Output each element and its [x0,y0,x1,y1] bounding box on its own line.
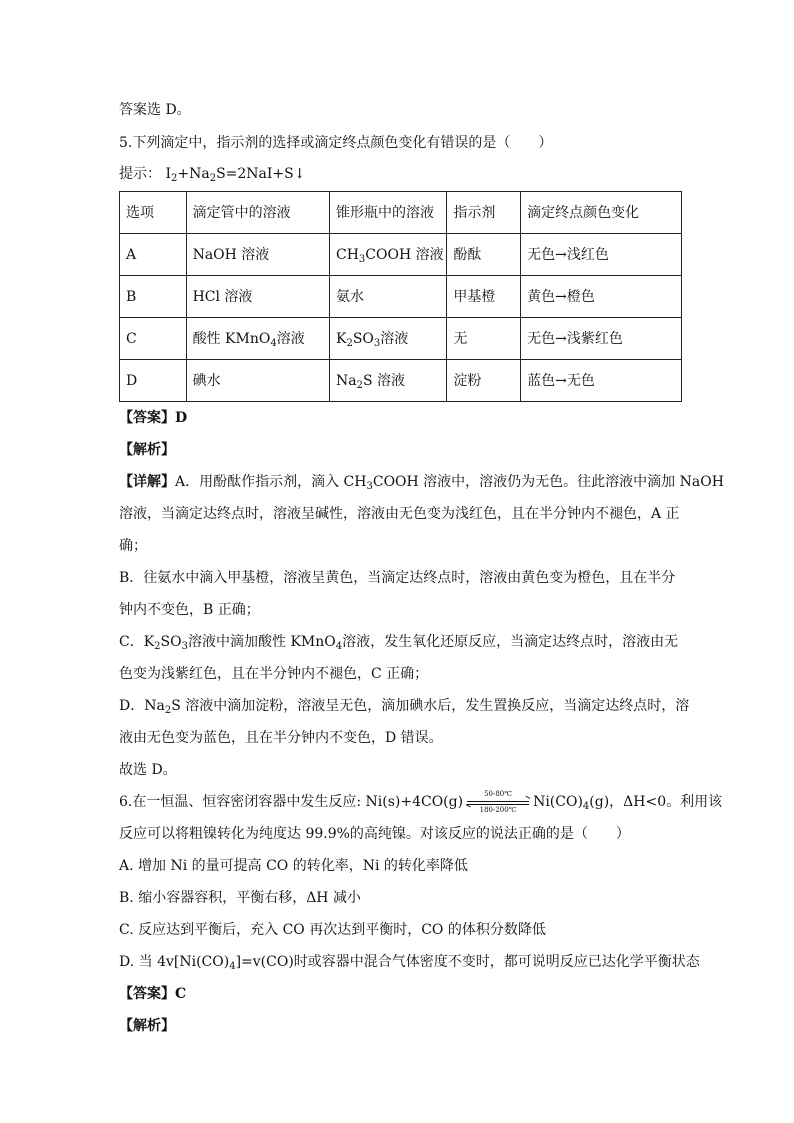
flask-cell: $K_2SO_3$溶液 [329,318,446,360]
flask-cell: 氨水 [329,276,446,318]
q6-option-c: C. 反应达到平衡后，充入 CO 再次达到平衡时，CO 的体积分数降低 [119,922,546,938]
option-cell: A [120,234,187,276]
q6-option-a: A. 增加 Ni 的量可提高 CO 的转化率，Ni 的转化率降低 [119,858,468,874]
color-change-cell: 蓝色→无色 [521,360,682,402]
table-row [120,318,682,360]
header-cell: 滴定终点颜色变化 [521,192,682,234]
table-row [120,276,682,318]
indicator-cell: 淀粉 [447,360,521,402]
header-cell: 指示剂 [447,192,521,234]
q5-hint [119,164,305,184]
table-header-row [120,192,682,234]
option-cell: D [120,360,187,402]
color-change-cell: 黄色→橙色 [521,276,682,318]
burette-cell: 碘水 [186,360,329,402]
table-row [120,234,682,276]
hint-label: 提示： [119,166,161,182]
q6-answer: 【答案】C [119,986,187,1002]
q5-stem: 5.下列滴定中，指示剂的选择或滴定终点颜色变化有错误的是（ ） [119,135,553,151]
q5-detail-line: 液由无色变为蓝色，且在半分钟内不变色，D 错误。 [119,730,443,746]
reverse-condition: 180-200℃ [479,806,517,814]
q5-detail-line: 钟内不变色，B 正确； [119,602,260,618]
flask-cell: $Na_2S$ 溶液 [329,360,446,402]
q5-analysis-heading: 【解析】 [119,442,175,458]
q5-conclusion: 故选 D。 [119,762,177,778]
q5-detail-line: D．$Na_2S$ 溶液中滴加淀粉，溶液呈无色，滴加碘水后，发生置换反应，当滴定达终点时，溶 [119,698,690,716]
hint-equation: $I_2+Na_2S=2NaI+S↓$ [165,166,306,184]
q6-stem-line2: 反应可以将粗镍转化为纯度达 99.9%的高纯镍。对该反应的说法正确的是（ ） [119,826,630,842]
q6-analysis-heading: 【解析】 [119,1018,175,1034]
burette-cell: HCl 溶液 [186,276,329,318]
q5-answer: 【答案】D [119,410,188,426]
q5-detail-line: 色变为浅紫红色，且在半分钟内不褪色，C 正确； [119,666,429,682]
indicator-cell: 甲基橙 [447,276,521,318]
q5-detail-line: 【详解】A．用酚酞作指示剂，滴入 $CH_3COOH$ 溶液中，溶液仍为无色。往此溶液中滴加 NaOH [119,474,724,492]
header-cell: 锥形瓶中的溶液 [329,192,446,234]
q6-option-d: D. 当 $4v[Ni(CO)_4]=v(CO)$时或容器中混合气体密度不变时，都可说明反应已达化学平衡状态 [119,954,700,972]
q5-detail-line: C．$K_2SO_3$溶液中滴加酸性 KMnO$_4$溶液，发生氧化还原反应，当滴定达终点时，溶液由无 [119,634,679,652]
table-row [120,360,682,402]
color-change-cell: 无色→浅红色 [521,234,682,276]
titration-table [119,191,682,402]
header-cell: 滴定管中的溶液 [186,192,329,234]
q5-detail-line: 确； [119,538,147,554]
reversible-arrow-icon [465,792,531,812]
burette-cell: 酸性 KMnO$_4$溶液 [186,318,329,360]
q5-detail-line: B．往氨水中滴入甲基橙，溶液呈黄色，当滴定达终点时，溶液由黄色变为橙色，且在半分 [119,570,676,586]
detail-tag: 【详解】 [119,474,175,490]
forward-condition: 50-80℃ [484,790,513,798]
option-cell: B [120,276,187,318]
indicator-cell: 酚酞 [447,234,521,276]
flask-cell: $CH_3COOH$ 溶液 [329,234,446,276]
color-change-cell: 无色→浅紫红色 [521,318,682,360]
q6-option-b: B. 缩小容器容积，平衡右移，ΔH 减小 [119,890,361,906]
header-cell: 选项 [120,192,187,234]
q5-detail-line: 溶液，当滴定达终点时，溶液呈碱性，溶液由无色变为浅红色，且在半分钟内不褪色，A 正 [119,506,680,522]
burette-cell: NaOH 溶液 [186,234,329,276]
prev-answer-end: 答案选 D。 [119,102,191,118]
q6-stem-line1: 6.在一恒温、恒容密闭容器中发生反应: Ni(s)+4CO(g) 50-80℃ 180-200℃ $Ni(CO)_4(g)$，ΔH<0。利用该 [119,790,723,814]
option-cell: C [120,318,187,360]
indicator-cell: 无 [447,318,521,360]
